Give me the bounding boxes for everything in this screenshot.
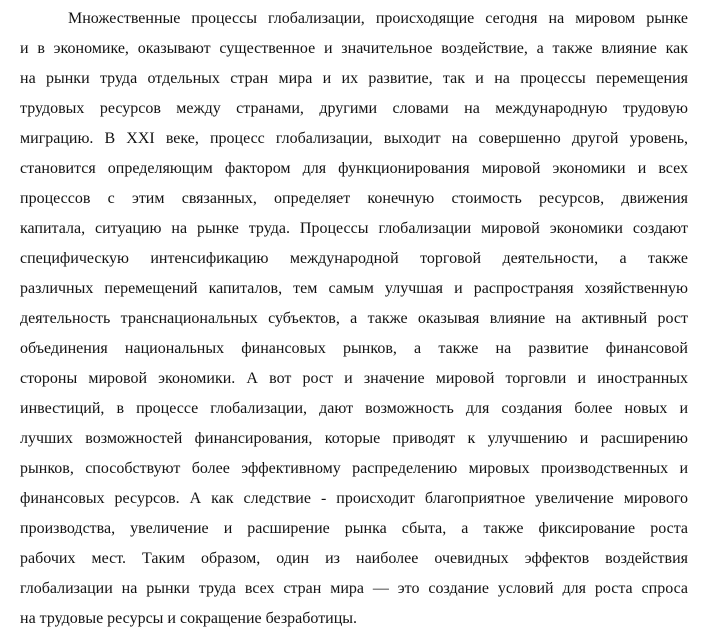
paragraph-line: финансовых ресурсов. А как следствие - происходит благоприятное увеличение мирового xyxy=(20,490,688,507)
paragraph-line: процессов с этим связанных, определяет конечную стоимость ресурсов, движения xyxy=(20,190,688,207)
paragraph-line: рынков, способствуют более эффективному распределению мировых производственных и xyxy=(20,460,688,477)
paragraph-line: Множественные процессы глобализации, происходящие сегодня на мировом рынке xyxy=(68,10,688,27)
paragraph-line: на рынки труда отдельных стран мира и их развитие, так и на процессы перемещения xyxy=(20,70,688,87)
paragraph-line: и в экономике, оказывают существенное и значительное воздействие, а также влияние как xyxy=(20,40,688,57)
paragraph-line: инвестиций, в процессе глобализации, дают возможность для создания более новых и xyxy=(20,400,688,417)
paragraph-line: трудовых ресурсов между странами, другими словами на международную трудовую xyxy=(20,100,688,117)
paragraph-line: глобализации на рынки труда всех стран мира — это создание условий для роста спроса xyxy=(20,580,688,597)
paragraph-line: деятельность транснациональных субъектов, а также оказывая влияние на активный рост xyxy=(20,310,688,327)
paragraph-line: на трудовые ресурсы и сокращение безработицы. xyxy=(20,610,358,627)
paragraph-line: специфическую интенсификацию международной торговой деятельности, а также xyxy=(20,250,688,267)
paragraph-line: производства, увеличение и расширение рынка сбыта, а также фиксирование роста xyxy=(20,520,688,537)
paragraph-line: стороны мировой экономики. А вот рост и значение мировой торговли и иностранных xyxy=(20,370,688,387)
paragraph-line: различных перемещений капиталов, тем самым улучшая и распространяя хозяйственную xyxy=(20,280,688,297)
paragraph-line: объединения национальных финансовых рынков, а также на развитие финансовой xyxy=(20,340,688,357)
paragraph-line: рабочих мест. Таким образом, один из наиболее очевидных эффектов воздействия xyxy=(20,550,688,567)
paragraph-line: миграцию. В XXI веке, процесс глобализации, выходит на совершенно другой уровень, xyxy=(20,130,688,147)
paragraph-line: становится определяющим фактором для функционирования мировой экономики и всех xyxy=(20,160,688,177)
paragraph-line: капитала, ситуацию на рынке труда. Процессы глобализации мировой экономики создают xyxy=(20,220,688,237)
body-paragraph xyxy=(20,4,688,634)
paragraph-line: лучших возможностей финансирования, которые приводят к улучшению и расширению xyxy=(20,430,688,447)
